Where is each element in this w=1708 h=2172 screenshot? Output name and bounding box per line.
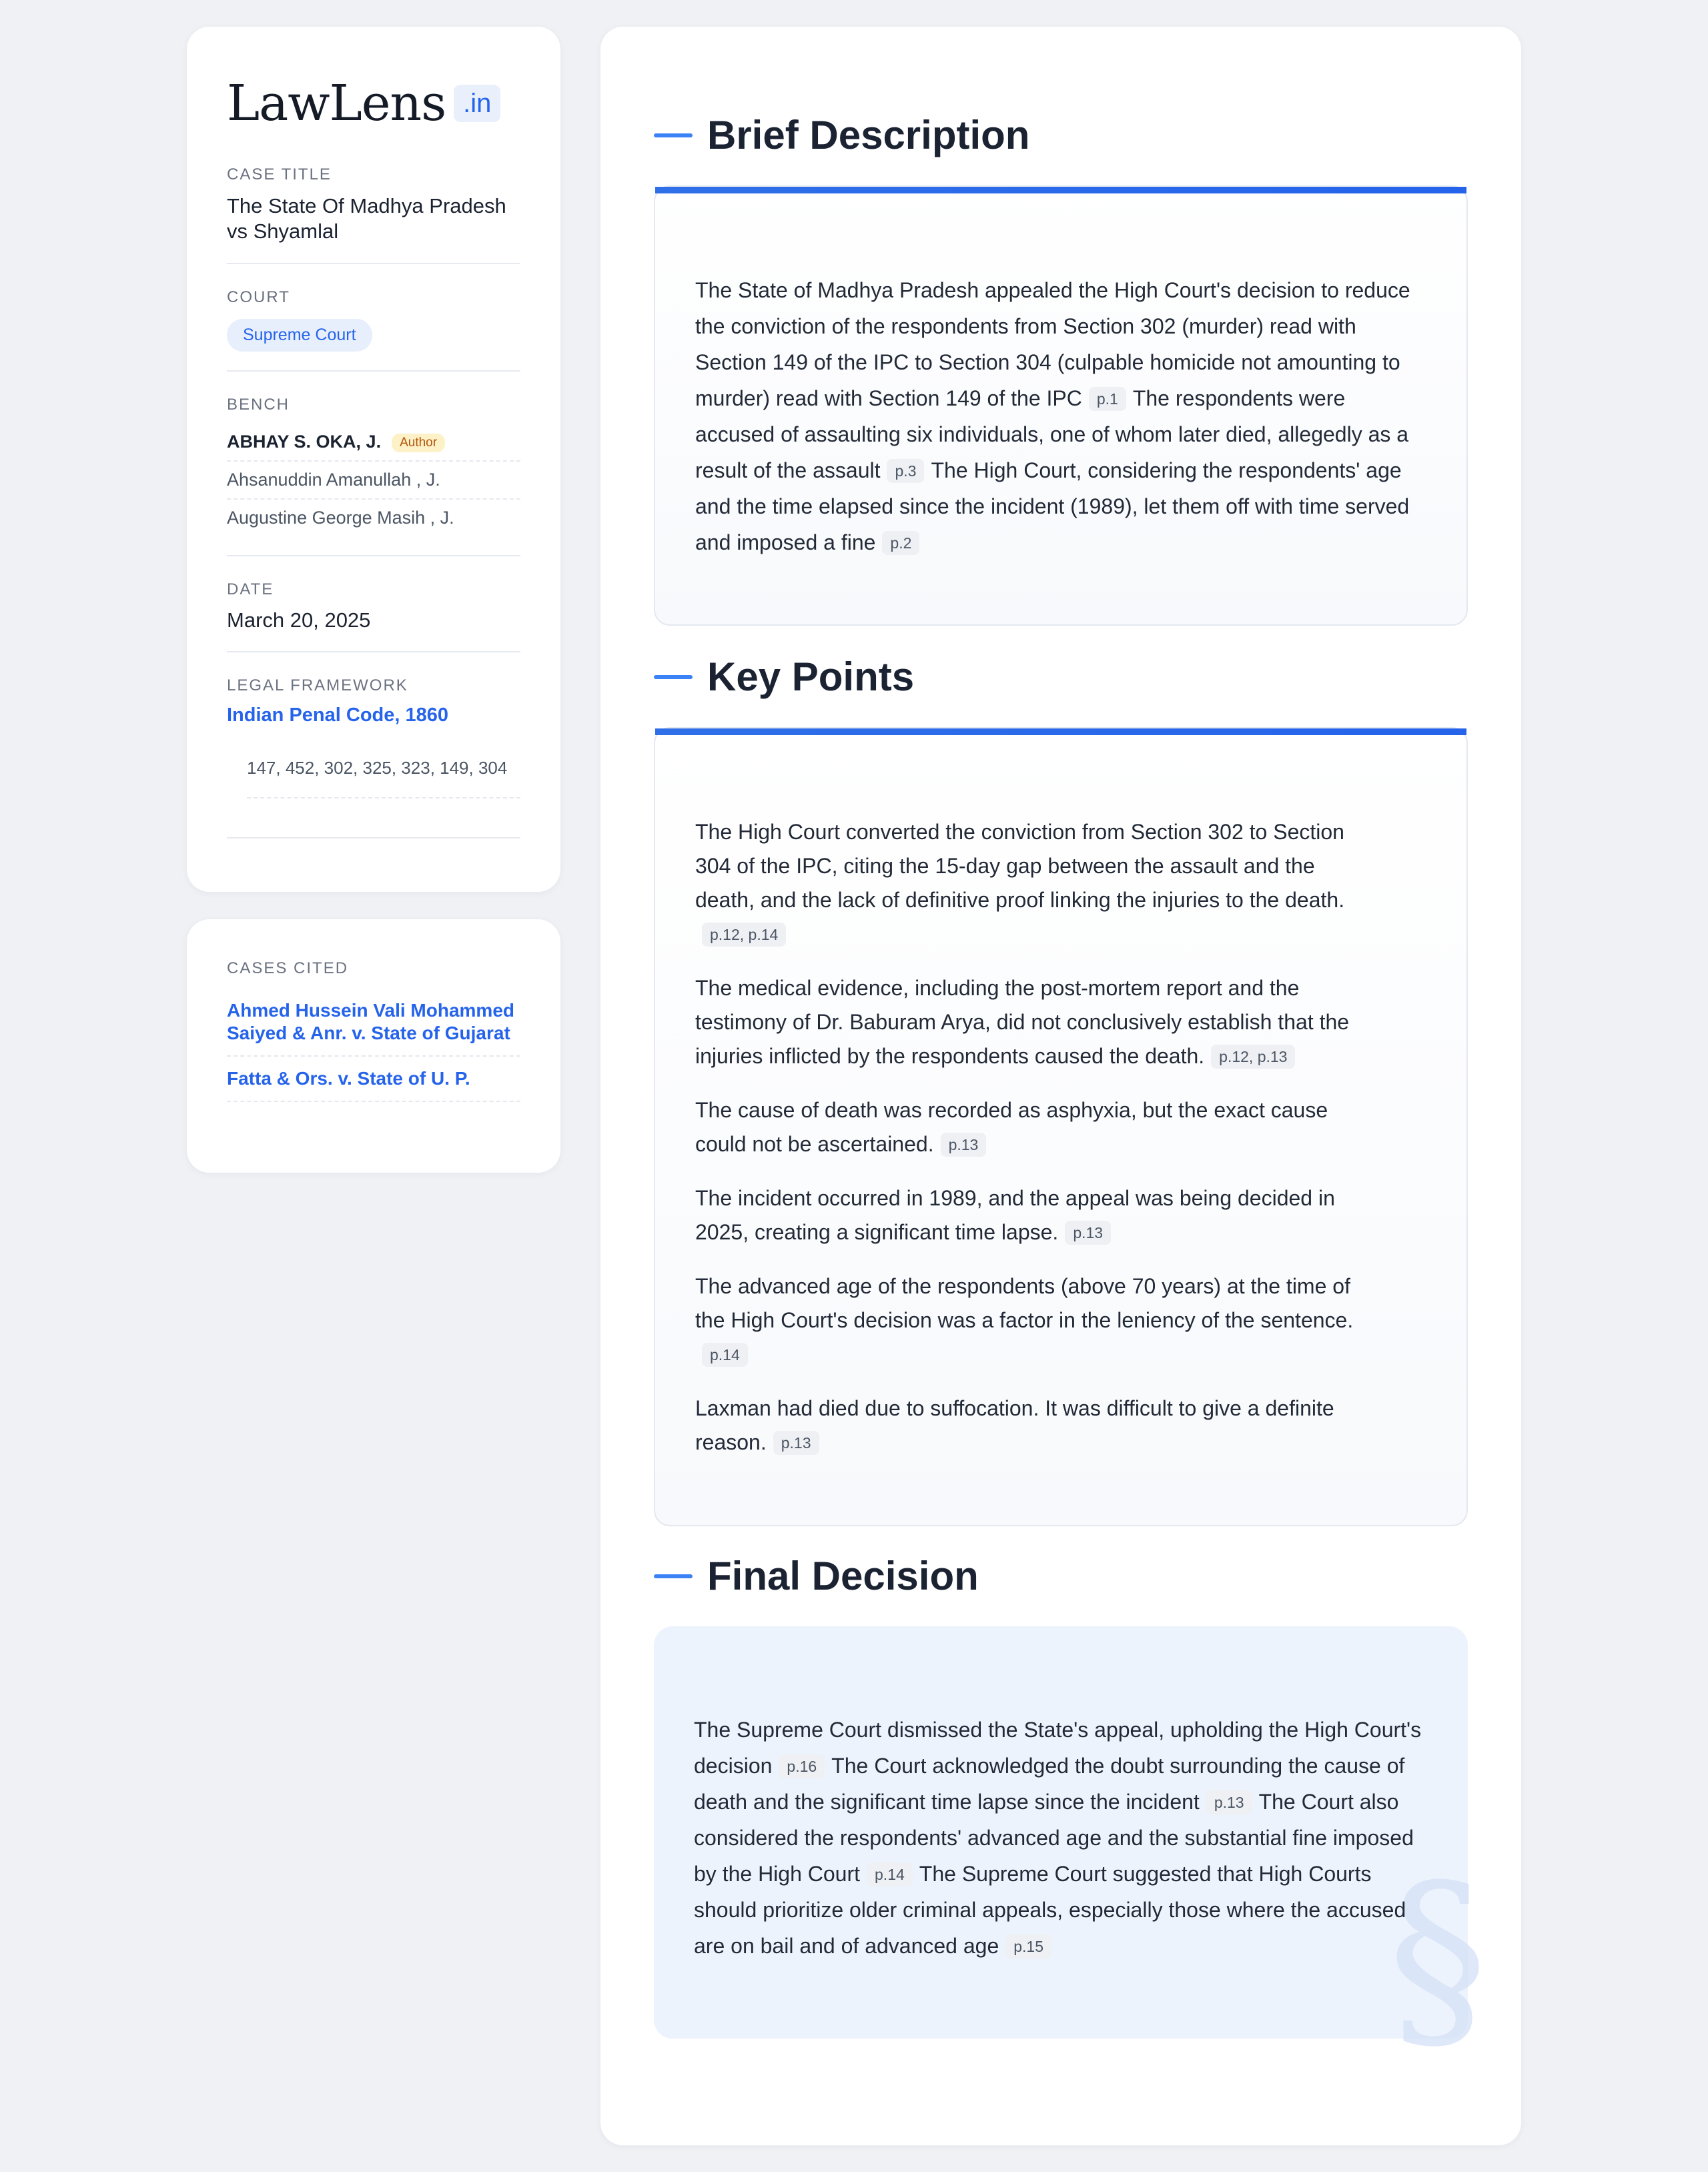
key-point-item bbox=[695, 1269, 1373, 1372]
case-title-label: CASE TITLE bbox=[227, 165, 332, 183]
page-ref-badge[interactable]: p.3 bbox=[887, 459, 924, 483]
judgment-date: March 20, 2025 bbox=[227, 608, 371, 632]
bench-label: BENCH bbox=[227, 396, 290, 414]
case-details-card bbox=[187, 27, 560, 892]
court-label: COURT bbox=[227, 288, 290, 306]
brief-description-heading bbox=[654, 112, 1029, 158]
bench-field bbox=[227, 396, 520, 556]
brand-name: LawLens bbox=[227, 75, 446, 132]
brief-sentence: The respondents were accused of assaulting six individuals, one of whom later died, allegedly as a result of the assault bbox=[695, 386, 1409, 482]
panel-accent-line bbox=[655, 728, 1466, 735]
brief-sentence: The High Court, considering the respondents' age and the time elapsed since the incident (1989), let them off with time served and imposed a fine bbox=[695, 458, 1410, 554]
case-summary-card bbox=[600, 27, 1521, 2145]
final-decision-text bbox=[694, 1712, 1428, 1964]
heading-accent-bar bbox=[654, 675, 693, 679]
bench-judge-author bbox=[227, 424, 520, 462]
legal-framework-field bbox=[227, 676, 520, 839]
decision-sentence: The Supreme Court dismissed the State's appeal, upholding the High Court's decision bbox=[694, 1718, 1422, 1778]
decision-sentence: The Court also considered the respondents' advanced age and the substantial fine imposed by the High Court bbox=[694, 1790, 1414, 1886]
bench-judge: Ahsanuddin Amanullah , J. bbox=[227, 462, 520, 500]
key-points-heading bbox=[654, 654, 914, 700]
decision-sentence: The Court acknowledged the doubt surrounding the cause of death and the significant time lapse since the incident bbox=[694, 1754, 1405, 1814]
panel-accent-line bbox=[655, 187, 1466, 193]
final-decision-title: Final Decision bbox=[707, 1554, 979, 1598]
judge-name: ABHAY S. OKA, J. bbox=[227, 432, 382, 452]
key-point-item bbox=[695, 815, 1373, 951]
page-ref-badge[interactable]: p.13 bbox=[1065, 1221, 1111, 1245]
court-chip[interactable]: Supreme Court bbox=[227, 319, 372, 352]
heading-accent-bar bbox=[654, 133, 693, 137]
bench-judge: Augustine George Masih , J. bbox=[227, 508, 454, 528]
brief-description-text bbox=[695, 272, 1426, 560]
key-point-text: The advanced age of the respondents (above 70 years) at the time of the High Court's decision was a factor in the leniency of the sentence. bbox=[695, 1274, 1354, 1332]
key-point-text: The High Court converted the conviction from Section 302 to Section 304 of the IPC, citing the 15-day gap between the assault and the death, and the lack of definitive proof linking the injuries to the death. bbox=[695, 820, 1345, 912]
cited-case-link[interactable]: Fatta & Ors. v. State of U. P. bbox=[227, 1057, 520, 1102]
page-ref-badge[interactable]: p.16 bbox=[779, 1754, 825, 1778]
date-label: DATE bbox=[227, 580, 274, 598]
key-point-text: The medical evidence, including the post-mortem report and the testimony of Dr. Baburam Arya, did not conclusively establish that the injuries inflicted by the respondents caused the death. bbox=[695, 976, 1350, 1068]
page-ref-badge[interactable]: p.13 bbox=[941, 1133, 987, 1157]
key-point-item bbox=[695, 1093, 1373, 1161]
final-decision-heading bbox=[654, 1553, 979, 1599]
key-points-title: Key Points bbox=[707, 654, 915, 699]
case-title-field bbox=[227, 165, 520, 264]
key-point-text: The cause of death was recorded as asphyxia, but the exact cause could not be ascertained. bbox=[695, 1098, 1328, 1156]
heading-accent-bar bbox=[654, 1574, 693, 1578]
cited-case-link[interactable]: Ahmed Hussein Vali Mohammed Saiyed & Anr. v. State of Gujarat bbox=[227, 989, 520, 1057]
legal-framework-link[interactable]: Indian Penal Code, 1860 bbox=[227, 704, 448, 726]
case-title: The State Of Madhya Pradesh vs Shyamlal bbox=[227, 194, 506, 243]
page-ref-badge[interactable]: p.12, p.13 bbox=[1211, 1045, 1295, 1069]
page-ref-badge[interactable]: p.12, p.14 bbox=[702, 923, 786, 947]
statute-sections: 147, 452, 302, 325, 323, 149, 304 bbox=[247, 753, 520, 798]
date-field bbox=[227, 580, 520, 652]
page-ref-badge[interactable]: p.14 bbox=[867, 1862, 913, 1886]
final-decision-panel bbox=[654, 1626, 1488, 2075]
key-point-text: Laxman had died due to suffocation. It was difficult to give a definite reason. bbox=[695, 1396, 1334, 1454]
page-ref-badge[interactable]: p.13 bbox=[773, 1431, 819, 1455]
key-point-item bbox=[695, 1392, 1373, 1460]
cases-cited-label: CASES CITED bbox=[227, 959, 349, 977]
page-ref-badge[interactable]: p.15 bbox=[1005, 1935, 1051, 1959]
page-ref-badge[interactable]: p.2 bbox=[882, 531, 919, 555]
section-symbol-watermark: § bbox=[1388, 1842, 1488, 2075]
page-ref-badge[interactable]: p.14 bbox=[702, 1343, 748, 1367]
author-badge: Author bbox=[392, 434, 445, 452]
key-point-item bbox=[695, 971, 1373, 1073]
brand-tld-badge: .in bbox=[454, 85, 500, 122]
decision-sentence: The Supreme Court suggested that High Courts should prioritize older criminal appeals, especially those where the accused are on bail and of advanced age bbox=[694, 1862, 1406, 1958]
key-point-text: The incident occurred in 1989, and the appeal was being decided in 2025, creating a significant time lapse. bbox=[695, 1186, 1335, 1244]
court-field bbox=[227, 288, 520, 372]
key-points-list bbox=[695, 815, 1373, 1460]
page-ref-badge[interactable]: p.13 bbox=[1206, 1790, 1252, 1814]
page-ref-badge[interactable]: p.1 bbox=[1089, 387, 1126, 411]
brief-description-title: Brief Description bbox=[707, 113, 1030, 157]
brief-sentence: The State of Madhya Pradesh appealed the High Court's decision to reduce the conviction of the respondents from Section 302 (murder) read with Section 149 of the IPC to Section 304 (culpable homicide not amounting to murder) read with Section 149 of the IPC bbox=[695, 278, 1410, 410]
cases-cited-card bbox=[187, 919, 560, 1173]
brand-logo[interactable] bbox=[227, 75, 520, 132]
key-point-item bbox=[695, 1181, 1373, 1249]
brief-description-panel bbox=[654, 185, 1468, 626]
key-points-panel bbox=[654, 727, 1468, 1526]
legal-framework-label: LEGAL FRAMEWORK bbox=[227, 676, 408, 694]
